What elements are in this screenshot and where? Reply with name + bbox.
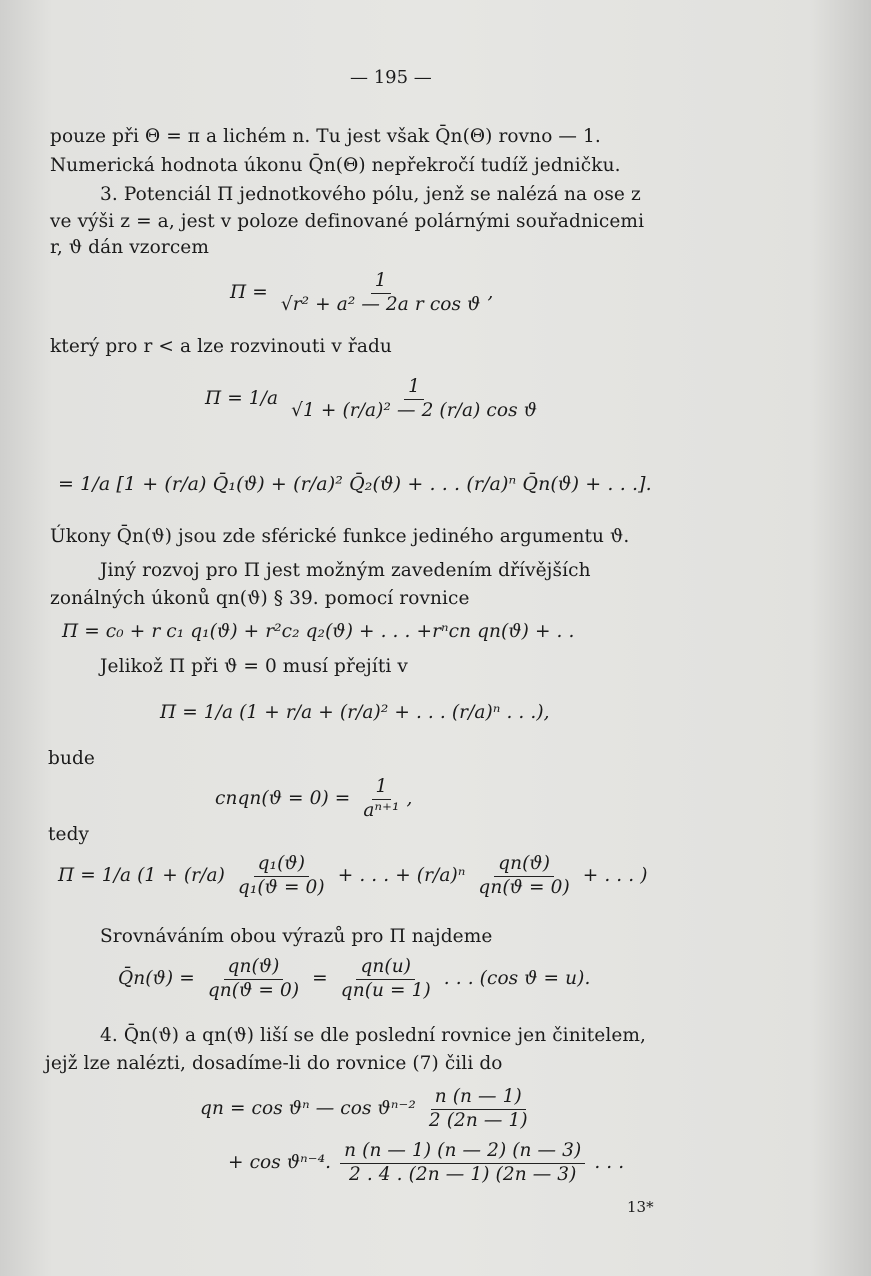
equation-7-part-b: + . . . + (r/a)ⁿ xyxy=(337,865,466,886)
equation-9-lhs: qn = cos ϑⁿ — cos ϑⁿ⁻² xyxy=(200,1098,416,1119)
equation-9-denominator: 2 (2n — 1) xyxy=(428,1109,528,1131)
equation-1: Π = $\frac{1}{\text{√r² + a² — 2a r cos ϑ}}$ , xyxy=(230,270,494,315)
equation-8-numerator-1: qn(ϑ) xyxy=(224,958,284,980)
equation-2-lhs: Π = 1/a xyxy=(205,388,279,409)
equation-6-fraction xyxy=(359,778,403,820)
equation-4: Π = c₀ + r c₁ q₁(ϑ) + r²c₂ q₂(ϑ) + . . . +rⁿcn qn(ϑ) + . . xyxy=(62,621,575,642)
equation-10-tail: . . . xyxy=(594,1152,625,1173)
word-tedy: tedy xyxy=(48,824,90,845)
paragraph-7: Srovnáváním obou výrazů pro Π najdeme xyxy=(100,926,493,947)
paragraph-5-line-1: Jiný rozvoj pro Π jest možným zavedením dřívějších xyxy=(100,560,591,581)
paragraph-2-line-3: r, ϑ dán vzorcem xyxy=(50,237,209,258)
equation-10-lhs: + cos ϑⁿ⁻⁴. xyxy=(228,1152,332,1173)
page-number: — 195 — xyxy=(350,67,432,88)
equation-9-numerator: n (n — 1) xyxy=(431,1088,526,1110)
equation-7-denominator-1: q₁(ϑ = 0) xyxy=(237,876,325,898)
signature-mark: 13* xyxy=(627,1198,654,1216)
equation-6-tail: , xyxy=(406,788,413,809)
equation-2-numerator: 1 xyxy=(404,378,424,400)
paragraph-8-line-2: jejž lze nalézti, dosadíme-li do rovnice (7) čili do xyxy=(45,1053,503,1074)
equation-6-denominator: aⁿ⁺¹ xyxy=(363,799,400,821)
equation-7-denominator-2: qn(ϑ = 0) xyxy=(478,876,570,898)
equation-2-denominator: √1 + (r/a)² — 2 (r/a) cos ϑ xyxy=(291,399,538,421)
paragraph-5-line-2: zonálných úkonů qn(ϑ) § 39. pomocí rovnice xyxy=(50,588,470,609)
equation-5: Π = 1/a (1 + r/a + (r/a)² + . . . (r/a)ⁿ . . .), xyxy=(160,702,550,723)
equation-6-numerator: 1 xyxy=(372,778,392,800)
equation-7 xyxy=(58,855,648,897)
equation-8-denominator-1: qn(ϑ = 0) xyxy=(207,979,300,1001)
equation-10 xyxy=(228,1142,624,1184)
equation-7-part-c: + . . . ) xyxy=(582,865,648,886)
equation-7-fraction-2 xyxy=(474,855,573,897)
paragraph-1-line-1: pouze při Θ = π a lichém n. Tu jest však Q̄n(Θ) rovno — 1. xyxy=(50,126,601,147)
equation-8-fraction-1 xyxy=(204,958,303,1000)
equation-7-part-a: Π = 1/a (1 + (r/a) xyxy=(58,865,225,886)
equation-8-lhs: Q̄n(ϑ) = xyxy=(118,968,195,989)
equation-7-fraction-1 xyxy=(234,855,329,897)
equation-3: = 1/a [1 + (r/a) Q̄₁(ϑ) + (r/a)² Q̄₂(ϑ) + . . . (r/a)ⁿ Q̄n(ϑ) + . . .]. xyxy=(58,473,652,495)
equation-9-fraction xyxy=(425,1088,532,1130)
equation-8-denominator-2: qn(u = 1) xyxy=(340,979,431,1001)
paragraph-2-line-1: 3. Potenciál Π jednotkového pólu, jenž se nalézá na ose z xyxy=(100,184,641,205)
equation-8-tail: . . . (cos ϑ = u). xyxy=(443,968,591,989)
paragraph-6: Jelikož Π při ϑ = 0 musí přejíti v xyxy=(100,656,408,677)
equation-8-equals: = xyxy=(312,968,328,989)
equation-6-lhs: cnqn(ϑ = 0) = xyxy=(215,788,351,809)
paragraph-3: který pro r < a lze rozvinouti v řadu xyxy=(50,336,392,357)
equation-7-numerator-1: q₁(ϑ) xyxy=(254,855,309,877)
equation-10-denominator: 2 . 4 . (2n — 1) (2n — 3) xyxy=(348,1163,577,1185)
paragraph-1-line-2: Numerická hodnota úkonu Q̄n(Θ) nepřekročí tudíž jedničku. xyxy=(50,155,621,176)
paragraph-8-line-1: 4. Q̄n(ϑ) a qn(ϑ) liší se dle poslední rovnice jen činitelem, xyxy=(100,1025,647,1046)
equation-8-fraction-2 xyxy=(337,958,435,1000)
equation-1-numerator: 1 xyxy=(371,272,391,294)
equation-1-lhs: Π = xyxy=(230,282,268,303)
equation-1-fraction xyxy=(277,272,485,314)
word-bude: bude xyxy=(48,748,95,769)
equation-1-denominator: √r² + a² — 2a r cos ϑ xyxy=(280,293,481,315)
equation-8-numerator-2: qn(u) xyxy=(356,958,415,980)
equation-6 xyxy=(215,778,413,820)
equation-8 xyxy=(118,958,590,1000)
equation-7-numerator-2: qn(ϑ) xyxy=(494,855,554,877)
equation-10-fraction xyxy=(340,1142,585,1184)
equation-10-numerator: n (n — 1) (n — 2) (n — 3) xyxy=(340,1142,585,1164)
paragraph-2-line-2: ve výši z = a, jest v poloze definované polárnými souřadnicemi xyxy=(50,211,645,232)
equation-2 xyxy=(205,378,544,420)
equation-9 xyxy=(200,1088,535,1130)
equation-2-fraction xyxy=(287,378,541,420)
paragraph-4: Úkony Q̄n(ϑ) jsou zde sférické funkce jediného argumentu ϑ. xyxy=(50,526,630,547)
